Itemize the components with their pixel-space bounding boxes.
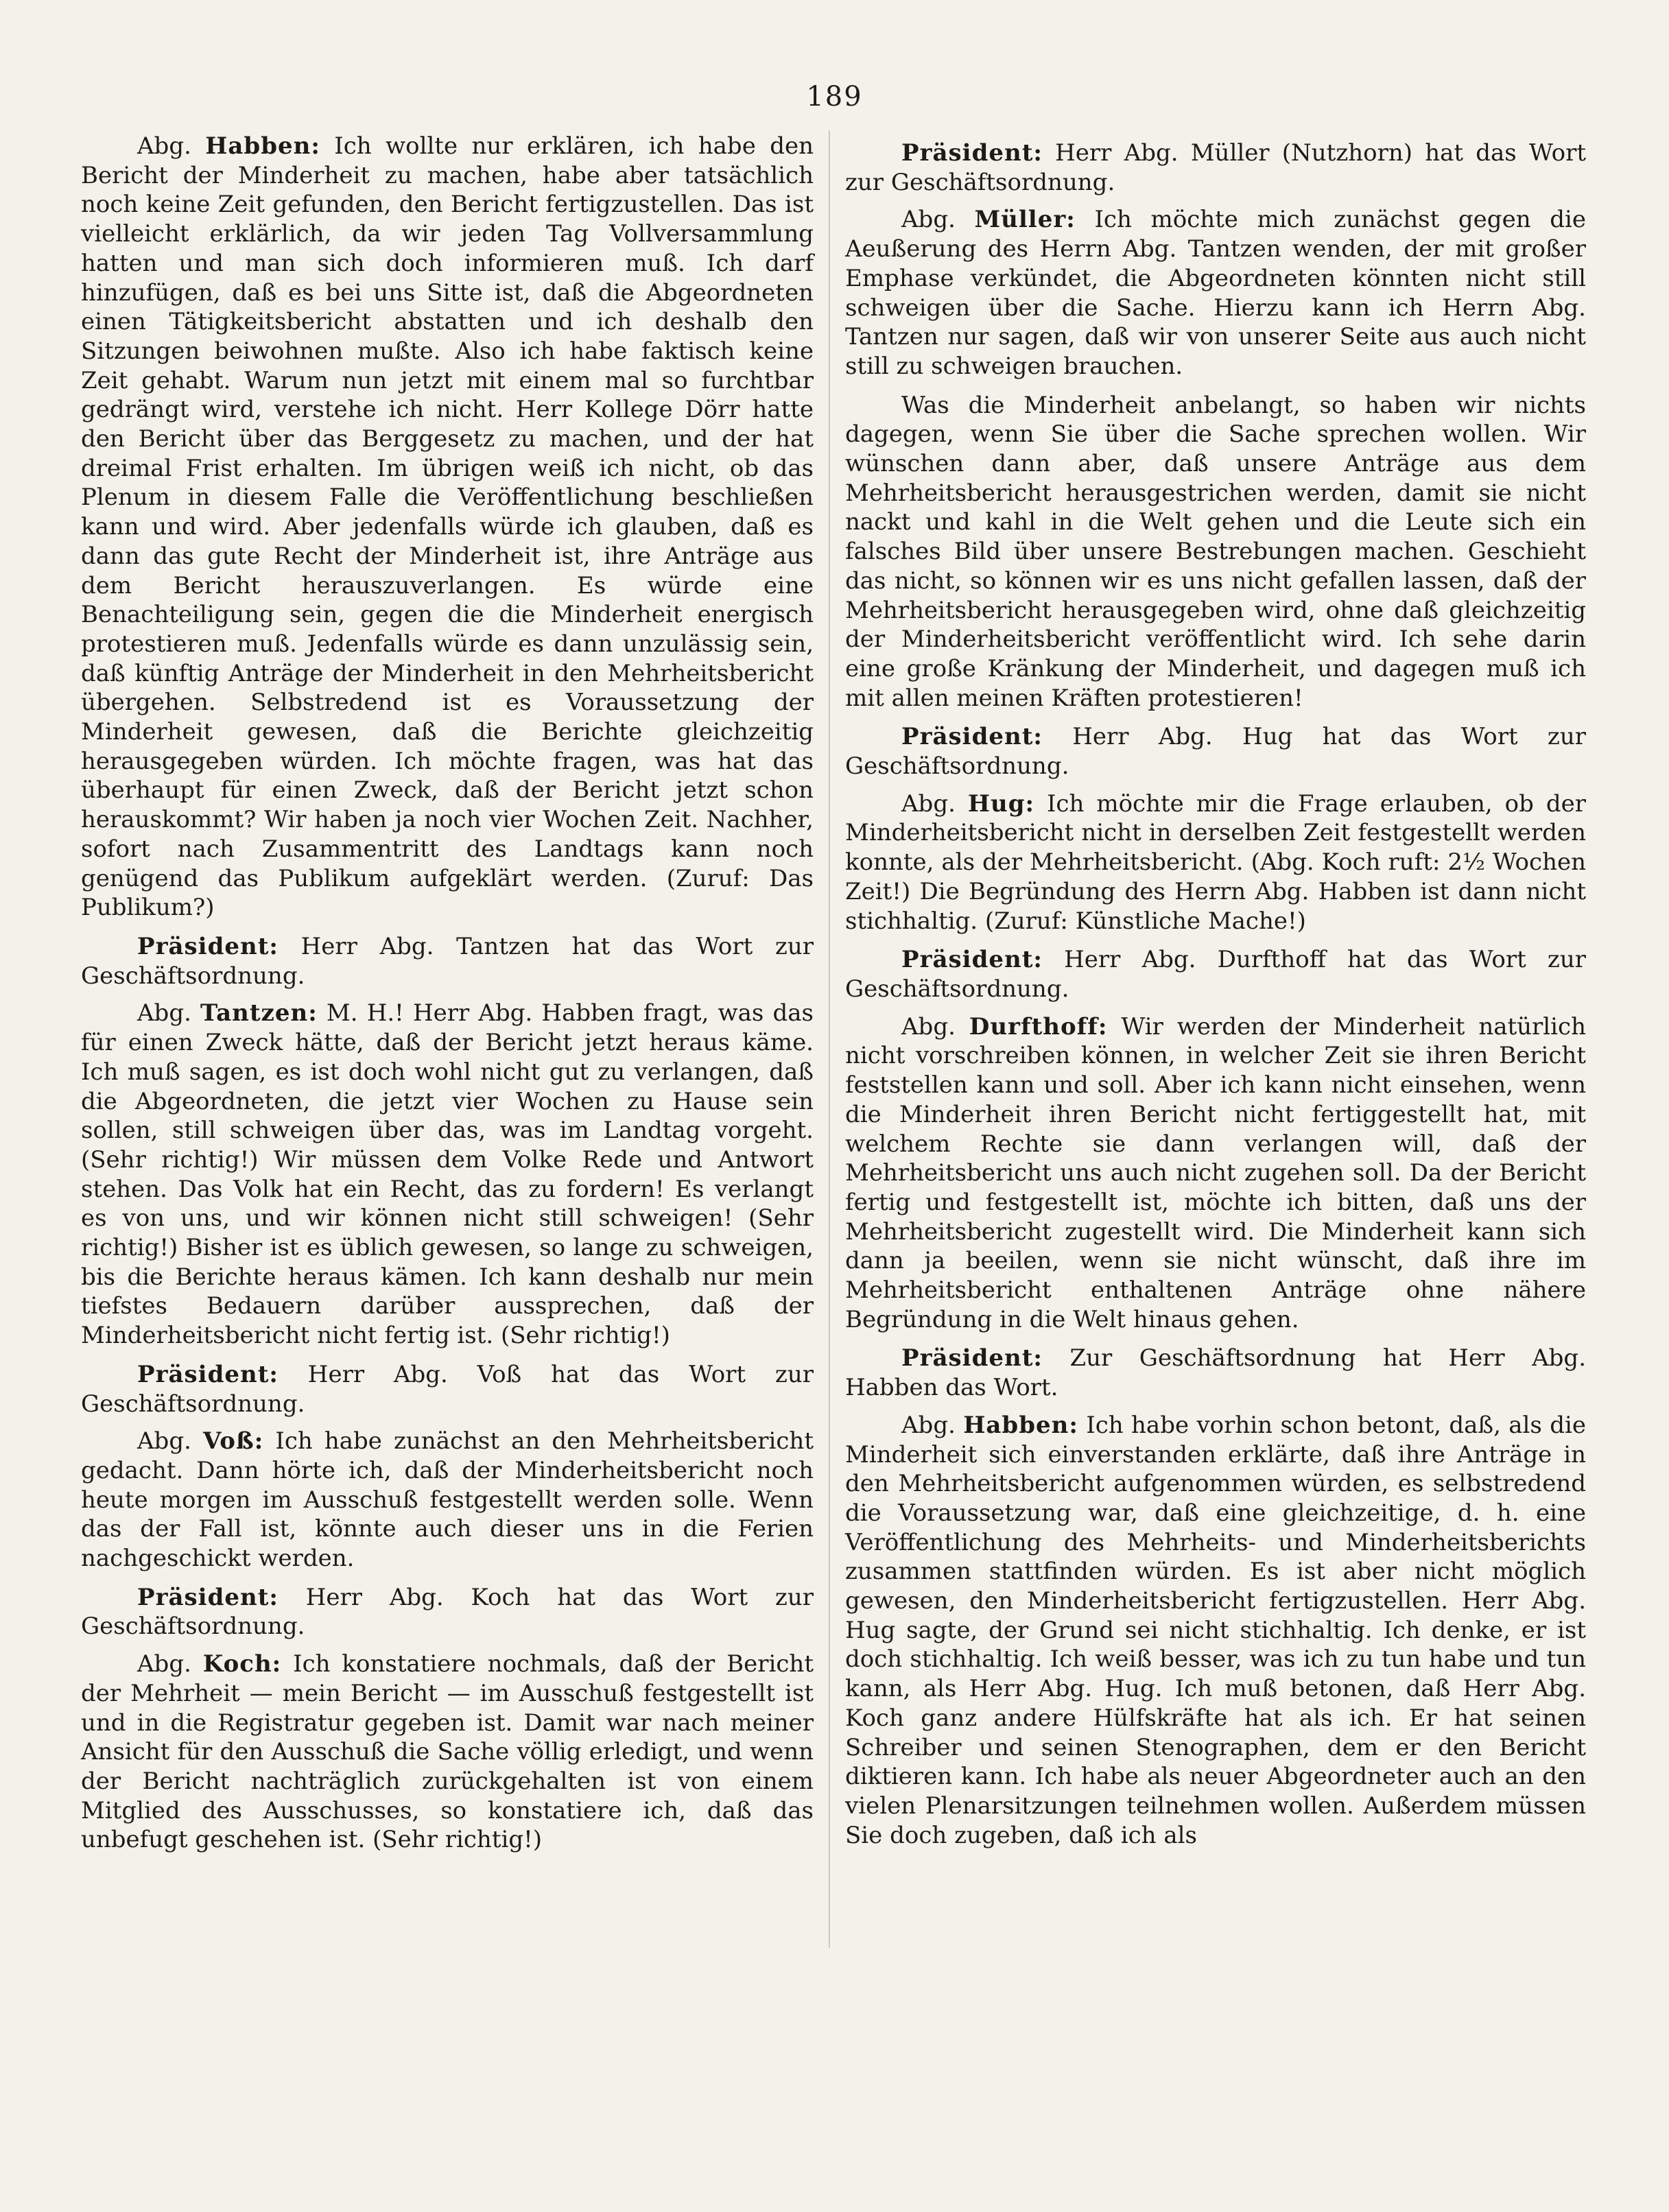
speaker-name: Präsident: [137, 1583, 279, 1611]
paragraph [845, 391, 1586, 713]
left-column [81, 132, 814, 1864]
speaker-prefix: Abg. [137, 1427, 191, 1455]
paragraph [845, 139, 1586, 197]
speaker-name: Präsident: [901, 723, 1043, 751]
column-divider [829, 130, 830, 1948]
speaker-name: Hug: [967, 789, 1035, 818]
paragraph [81, 132, 814, 923]
speech-text: Ich möchte mich zunächst gegen die Aeußerung des Herrn Abg. Tantzen wenden, der mit großer Emphase verkündet, die Abgeordneten könnten nicht still schweigen über die Sache. Hierzu kann ich Herrn Abg. Tantzen nur sagen, daß wir von unserer Seite aus auch nicht still zu schweigen brauchen. [845, 206, 1586, 380]
speech-text: Zur Geschäftsordnung hat Herr Abg. Habben das Wort. [845, 1344, 1586, 1402]
speaker-name: Tantzen: [200, 999, 318, 1027]
paragraph [81, 1427, 814, 1573]
speaker-name: Präsident: [137, 1360, 279, 1388]
speaker-name: Habben: [963, 1411, 1078, 1439]
speech-text: Was die Minderheit anbelangt, so haben wir nichts dagegen, wenn Sie über die Sache sprechen wollen. Wir wünschen dann aber, daß unsere Anträge aus dem Mehrheitsbericht herausgestrichen werden, damit sie nicht nackt und kahl in die Welt gehen und die Leute sich ein falsches Bild über unsere Bestrebungen machen. Geschieht das nicht, so können wir es uns nicht gefallen lassen, daß der Mehrheitsbericht herausgegeben wird, ohne daß gleichzeitig der Minderheitsbericht veröffentlicht wird. Ich sehe darin eine große Kränkung der Minderheit, und dagegen muß ich mit allen meinen Kräften protestieren! [845, 391, 1586, 712]
paragraph [81, 932, 814, 990]
speech-text: Herr Abg. Voß hat das Wort zur Geschäftsordnung. [81, 1360, 814, 1418]
speaker-prefix: Abg. [137, 1650, 191, 1678]
paragraph [81, 1360, 814, 1418]
paragraph [845, 1012, 1586, 1335]
speaker-name: Müller: [974, 206, 1076, 234]
speaker-prefix: Abg. [137, 999, 191, 1027]
speaker-prefix: Abg. [901, 789, 956, 818]
speaker-name: Präsident: [137, 932, 279, 960]
speaker-name: Präsident: [901, 946, 1043, 974]
speech-text: Herr Abg. Koch hat das Wort zur Geschäftsordnung. [81, 1583, 814, 1641]
speaker-name: Durfthoff: [969, 1012, 1108, 1040]
paragraph [81, 1583, 814, 1641]
speaker-name: Koch: [202, 1650, 282, 1678]
speech-text: Ich wollte nur erklären, ich habe den Bericht der Minderheit zu machen, habe aber tatsächlich noch keine Zeit gefunden, den Bericht fertigzustellen. Das ist vielleicht erklärlich, da wir jeden Tag Vollversammlung hatten und man sich doch informieren muß. Ich darf hinzufügen, daß es bei uns Sitte ist, daß die Abgeordneten einen Tätigkeitsbericht abstatten und ich deshalb den Sitzungen beiwohnen mußte. Also ich habe faktisch keine Zeit gehabt. Warum nun jetzt mit einem mal so furchtbar gedrängt wird, verstehe ich nicht. Herr Kollege Dörr hatte den Bericht über das Berggesetz zu machen, und der hat dreimal Frist erhalten. Im übrigen weiß ich nicht, ob das Plenum in diesem Falle die Veröffentlichung beschließen kann und wird. Aber jedenfalls würde ich glauben, daß es dann das gute Recht der Minderheit ist, ihre Anträge aus dem Bericht herauszuverlangen. Es würde eine Benachteiligung sein, gegen die die Minderheit energisch protestieren muß. Jedenfalls würde es dann unzulässig sein, daß künftig Anträge der Minderheit in den Mehrheitsbericht übergehen. Selbstredend ist es Voraussetzung der Minderheit gewesen, daß die Berichte gleichzeitig herausgegeben würden. Ich möchte fragen, was hat das überhaupt für einen Zweck, daß der Bericht jetzt schon herauskommt? Wir haben ja noch vier Wochen Zeit. Nachher, sofort nach Zusammentritt des Landtags kann noch genügend das Publikum aufgeklärt werden. (Zuruf: Das Publikum?) [81, 132, 814, 922]
speech-text: Herr Abg. Tantzen hat das Wort zur Geschäftsordnung. [81, 932, 814, 990]
speech-text: Ich habe vorhin schon betont, daß, als die Minderheit sich einverstanden erklärte, daß ihre Anträge in den Mehrheitsbericht aufgenommen würden, es selbstredend die Voraussetzung war, daß eine gleichzeitige, d. h. eine Veröffentlichung des Mehrheits- und Minderheitsberichts zusammen stattfinden würden. Es ist aber nicht möglich gewesen, den Minderheitsbericht fertigzustellen. Herr Abg. Hug sagte, der Grund sei nicht stichhaltig. Ich denke, er ist doch stichhaltig. Ich weiß besser, was ich zu tun habe und tun kann, als Herr Abg. Hug. Ich muß betonen, daß Herr Abg. Koch ganz andere Hülfskräfte hat als ich. Er hat seinen Schreiber und seinen Stenographen, dem er den Bericht diktieren kann. Ich habe als neuer Abgeordneter auch an den vielen Plenarsitzungen teilnehmen wollen. Außerdem müssen Sie doch zugeben, daß ich als [845, 1411, 1587, 1849]
paragraph [845, 205, 1586, 381]
speech-text: Herr Abg. Hug hat das Wort zur Geschäftsordnung. [845, 723, 1586, 781]
page-number: 189 [806, 81, 863, 112]
speaker-name: Präsident: [901, 1344, 1043, 1372]
speaker-name: Habben: [205, 132, 320, 160]
speaker-name: Präsident: [901, 139, 1043, 167]
speech-text: Herr Abg. Durfthoff hat das Wort zur Geschäftsordnung. [845, 946, 1586, 1003]
speech-text: M. H.! Herr Abg. Habben fragt, was das für einen Zweck hätte, daß der Bericht jetzt heraus käme. Ich muß sagen, es ist doch wohl nicht gut zu verlangen, daß die Abgeordneten, die jetzt vier Wochen zu Hause sein sollen, still schweigen über das, was im Landtag vorgeht. (Sehr richtig!) Wir müssen dem Volke Rede und Antwort stehen. Das Volk hat ein Recht, das zu fordern! Es verlangt es von uns, und wir können nicht still schweigen! (Sehr richtig!) Bisher ist es üblich gewesen, so lange zu schweigen, bis die Berichte heraus kämen. Ich kann deshalb nur mein tiefstes Bedauern darüber aussprechen, daß der Minderheitsbericht nicht fertig ist. (Sehr richtig!) [81, 999, 814, 1350]
speaker-prefix: Abg. [901, 1012, 956, 1040]
paragraph [845, 1411, 1586, 1851]
speaker-prefix: Abg. [901, 206, 956, 234]
paragraph [81, 999, 814, 1350]
paragraph [845, 1344, 1586, 1402]
speech-text: Ich habe zunächst an den Mehrheitsbericht gedacht. Dann hörte ich, daß der Minderheitsbericht noch heute morgen im Ausschuß festgestellt werden solle. Wenn das der Fall ist, könnte auch dieser uns in die Ferien nachgeschickt werden. [81, 1427, 814, 1573]
paragraph [845, 722, 1586, 781]
paragraph [81, 1650, 814, 1855]
paragraph [845, 789, 1586, 936]
paragraph [845, 945, 1586, 1003]
speech-text: Wir werden der Minderheit natürlich nicht vorschreiben können, in welcher Zeit sie ihren Bericht feststellen kann und soll. Aber ich kann nicht einsehen, wenn die Minderheit ihren Bericht nicht fertiggestellt hat, mit welchem Rechte sie dann verlangen will, daß der Mehrheitsbericht uns auch nicht zugehen soll. Da der Bericht fertig und festgestellt ist, möchte ich bitten, daß uns der Mehrheitsbericht zugestellt wird. Die Minderheit kann sich dann ja beeilen, wenn sie nicht wünscht, daß ihre im Mehrheitsbericht enthaltenen Anträge ohne nähere Begründung in die Welt hinaus gehen. [845, 1012, 1586, 1333]
speech-text: Herr Abg. Müller (Nutzhorn) hat das Wort zur Geschäftsordnung. [845, 139, 1586, 196]
right-column [845, 132, 1586, 1859]
speaker-name: Voß: [202, 1427, 264, 1455]
speech-text: Ich möchte mir die Frage erlauben, ob der Minderheitsbericht nicht in derselben Zeit festgestellt werden konnte, als der Mehrheitsbericht. (Abg. Koch ruft: 2½ Wochen Zeit!) Die Begründung des Herrn Abg. Habben ist dann nicht stichhaltig. (Zuruf: Künstliche Mache!) [845, 789, 1587, 935]
speaker-prefix: Abg. [901, 1411, 956, 1439]
speech-text: Ich konstatiere nochmals, daß der Bericht der Mehrheit — mein Bericht — im Ausschuß festgestellt ist und in die Registratur gegeben ist. Damit war nach meiner Ansicht für den Ausschuß die Sache völlig erledigt, und wenn der Bericht nachträglich zurückgehalten ist von einem Mitglied des Ausschusses, so konstatiere ich, daß das unbefugt geschehen ist. (Sehr richtig!) [81, 1650, 814, 1854]
speaker-prefix: Abg. [137, 132, 191, 160]
